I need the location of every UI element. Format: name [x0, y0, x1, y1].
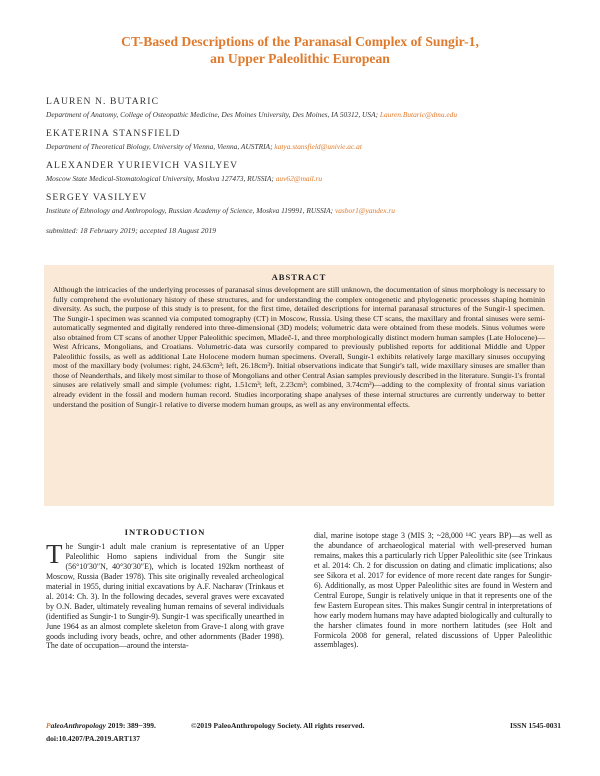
submission-dates: submitted: 18 February 2019; accepted 18 August 2019 [46, 226, 217, 235]
author-affiliation [46, 110, 561, 120]
author-block [46, 128, 561, 152]
abstract-box [44, 265, 554, 506]
doi: doi:10.4207/PA.2019.ART137 [46, 734, 140, 743]
journal-name: aleoAnthropology [50, 721, 107, 730]
author-affiliation [46, 142, 561, 152]
author-affiliation [46, 174, 561, 184]
author-name: EKATERINA STANSFIELD [46, 128, 181, 139]
copyright-notice: ©2019 PaleoAnthropology Society. All rights reserved. [191, 721, 365, 730]
author-block [46, 96, 561, 120]
author-email-link[interactable]: vasbor1@yandex.ru [334, 206, 395, 215]
journal-pages: 2019: 389−399. [107, 721, 156, 730]
introduction-paragraph [46, 538, 284, 651]
author-name: LAUREN N. BUTARIC [46, 96, 160, 107]
introduction-heading: INTRODUCTION [124, 527, 206, 537]
abstract-text: Although the intricacies of the underlying processes of paranasal sinus development are still unknown, the documentation of sinus morphology is necessary to fully comprehend the evolutionary history of these structures, and for understanding the complex ontogenetic and phylogenetic processes shaping hominin diversity. As such, the purpose of this study is to present, for the first time, detailed descriptions for internal paranasal structures of the Sungir-1 specimen. The Sungir-1 specimen was scanned via computed tomography (CT) in Moscow, Russia. Using these CT scans, the maxillary and frontal sinuses were semi-automatically segmented and digitally rendered into three-dimensional (3D) models; volumetric data were obtained from these models. Sinus volumes were also obtained from CT scans of another Upper Paleolithic specimen, Mladeč-1, and three morphologically distinct modern human samples (Late Holocene)—West Africans, Mongolians, and Croatians. Volumetric-data was cursorily compared to previously published reports for additional Middle and Upper Paleolithic fossils, as well as additional Late Holocene modern human specimens. Overall, Sungir-1 exhibits relatively large maxillary sinuses occupying most of the maxillary body (volumes: right, 24.63cm³; left, 26.18cm³). Initial observations indicate that Sungir's tall, wide maxillary sinuses are smaller than those of Neanderthals, and likely most similar to those of Mongolians and other Central Asian samples previously described in the literature. Sungir-1's frontal sinuses are relatively small and simple (volumes: right, 1.51cm³; left, 2.23cm³; combined, 3.74cm³)—adding to the complexity of frontal sinus variation already evident in the fossil and modern human record. Studies incorporating shape analyses of these internal structures are currently underway to better understand the position of Sungir-1 relative to diverse modern human groups, as well as any environmental effects. [53, 285, 545, 409]
introduction-text-left: he Sungir-1 adult male cranium is representative of an Upper Paleolithic Homo sapiens individual from the Sungir site (56°10′30″N, 40°30′30″E), which is located 192km northeast of Moscow, Russia (Bader 1978). This site originally revealed archeological material in 1955, during initial excavations by A.F. Nacharav (Trinkaus et al. 2014: Ch. 3). In the following decades, several graves were excavated by O.N. Bader, ultimately revealing human remains of several individuals (identified as Sungir-1 to Sungir-9). Sungir-1 was specifically unearthed in June 1964 as an almost complete skeleton from Grave-1 along with grave goods including ivory beads, ochre, and other adornments (Bader 1998). The date of occupation—around the intersta- [46, 541, 284, 651]
page-footer [46, 721, 561, 743]
author-name: ALEXANDER YURIEVICH VASILYEV [46, 160, 239, 171]
paper-title-line-1: CT-Based Descriptions of the Paranasal Complex of Sungir-1, [121, 34, 479, 49]
introduction-text-right: dial, marine isotope stage 3 (MIS 3; ~28,000 ¹⁴C years BP)—as well as the abundance of archaeological material with well-preserved human remains, makes this a particularly rich Upper Paleolithic site (see Trinkaus et al. 2014: Ch. 2 for discussion on dating and climatic implications; also see Sikora et al. 2017 for evidence of more recent date ranges for Sungir-6). Additionally, as most Upper Paleolithic sites are found in Western and Central Europe, Sungir is relatively unique in that it represents one of the few Eastern European sites. This makes Sungir central in interpretations of how early modern humans may have adapted biologically and culturally to the harsher climates found in more northern latitudes (see Holt and Formicola 2008 for general, related discussions of Upper Paleolithic assemblages). [314, 531, 552, 650]
author-email-link[interactable]: auv62@mail.ru [275, 174, 323, 183]
journal-initial: P [46, 721, 51, 730]
author-list [46, 96, 561, 224]
affiliation-text: Department of Theoretical Biology, University of Vienna, Vienna, AUSTRIA; [46, 142, 273, 151]
author-affiliation [46, 206, 561, 216]
issn: ISSN 1545-0031 [509, 721, 561, 730]
body-column-right [314, 531, 552, 650]
author-name: SERGEY VASILYEV [46, 192, 148, 203]
author-email-link[interactable]: katya.stansfield@univie.ac.at [274, 142, 362, 151]
affiliation-text: Department of Anatomy, College of Osteopathic Medicine, Des Moines University, Des Moines, IA 50312, USA; [46, 110, 379, 119]
abstract-heading: ABSTRACT [271, 272, 327, 282]
paper-title-line-2: an Upper Paleolithic European [210, 51, 390, 66]
author-block [46, 192, 561, 216]
affiliation-text: Moscow State Medical-Stomatological University, Moskva 127473, RUSSIA; [46, 174, 274, 183]
body-column-left [46, 528, 284, 651]
paper-title [40, 33, 560, 67]
drop-cap: T [46, 538, 63, 569]
author-block [46, 160, 561, 184]
journal-citation [46, 721, 156, 730]
affiliation-text: Institute of Ethnology and Anthropology, Russian Academy of Science, Moskva 119991, RUSSIA; [46, 206, 334, 215]
author-email-link[interactable]: Lauren.Butaric@dmu.edu [379, 110, 458, 119]
footer-line [46, 721, 561, 733]
